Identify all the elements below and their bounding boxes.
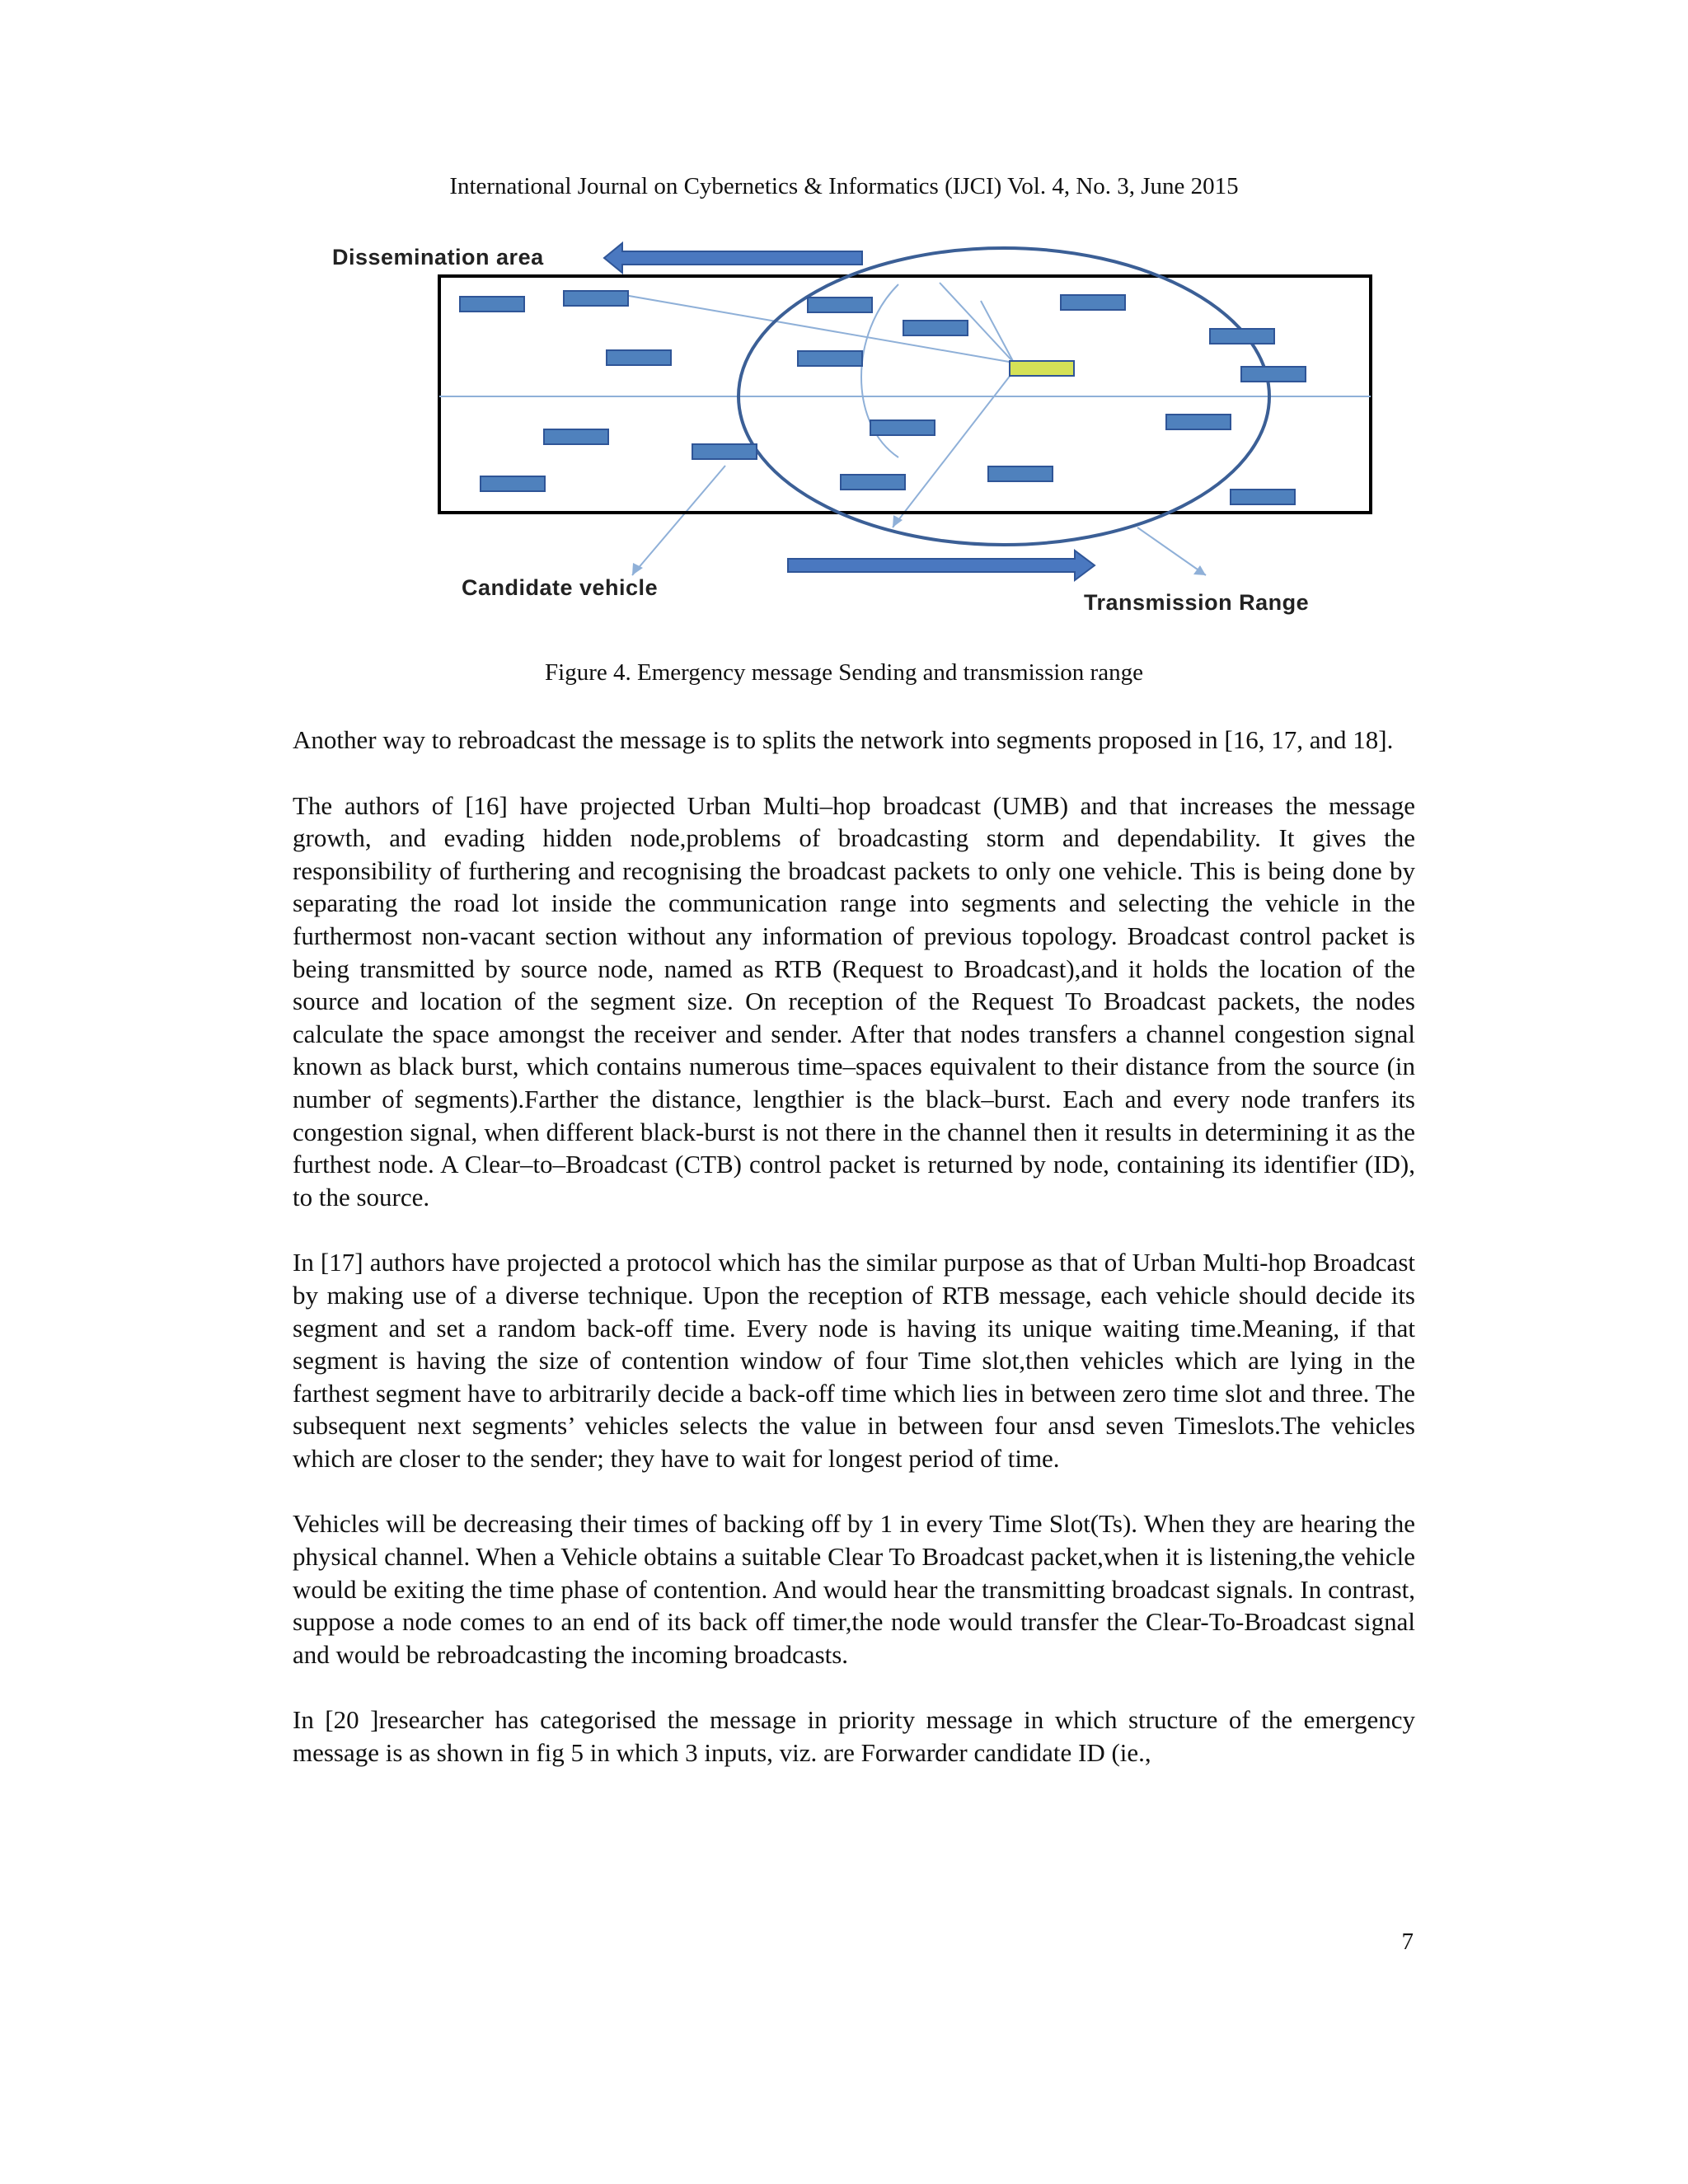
vehicle: [607, 350, 671, 365]
paragraph: Another way to rebroadcast the message is to splits the network into segments proposed in [16, 17, and 18].: [293, 725, 1394, 754]
page-number: 7: [1401, 1929, 1414, 1955]
paragraph: In [20 ]researcher has categorised the message in priority message in which structure of the emergency message is as shown in fig 5 in which 3 inputs, viz. are Forwarder candidate ID (ie.,: [293, 1705, 1415, 1768]
vehicle: [1231, 490, 1295, 504]
vehicle: [808, 298, 872, 312]
range-arrowhead: [1193, 565, 1206, 575]
vehicle: [564, 291, 628, 306]
transmission-range-label: Transmission Range: [1084, 590, 1310, 615]
paragraph: Vehicles will be decreasing their times of backing off by 1 in every Time Slot(Ts). When they are hearing the physical channel. When a Vehicle obtains a suitable Clear To Broadcast packet,when it is listening,the vehicle would be exiting the time phase of contention. And would hear the transmitting broadcast signals. In contrast, suppose a node comes to an end of its back off timer,the node would transfer the Clear-To-Broadcast signal and would be rebroadcasting the incoming broadcasts.: [293, 1509, 1415, 1669]
vehicle: [1166, 415, 1231, 429]
figure-4: [321, 235, 1393, 630]
transmission-range-diagram: [321, 235, 1393, 630]
vehicles: [460, 291, 1306, 504]
candidate-vehicle-label: Candidate vehicle: [462, 575, 659, 600]
figure-caption: Figure 4. Emergency message Sending and transmission range: [545, 659, 1143, 686]
vehicle: [870, 420, 935, 435]
vehicle: [903, 321, 968, 335]
candidate-pointer-line: [632, 466, 725, 575]
source-vehicle: [1010, 361, 1074, 376]
source-to-candidate-line: [893, 371, 1014, 527]
vehicle: [460, 297, 524, 312]
paragraph: In [17] authors have projected a protocol which has the similar purpose as that of Urban Multi-hop Broadcast by making use of a diverse technique. Upon the reception of RTB message, each vehicle should decide its segment and set a random back-off time. Every node is having its unique waiting time.Meaning, if that segment is having the size of contention window of four Time slot,then vehicles which are lying in the farthest segment have to arbitrarily decide a back-off time which lies in between zero time slot and three. The subsequent next segments’ vehicles selects the value in between four ansd seven Timeslots.The vehicles which are closer to the sender; they have to wait for longest period of time.: [293, 1248, 1415, 1473]
vehicle: [1061, 295, 1125, 310]
vehicle: [841, 475, 905, 490]
range-pointer-line: [1137, 527, 1206, 575]
body-text: [293, 724, 1415, 1802]
vehicle: [1241, 367, 1306, 382]
paragraph: The authors of [16] have projected Urban Multi–hop broadcast (UMB) and that increases the message growth, and evading hidden node,problems of broadcasting storm and dependability. It gives the responsibility of furthering and recognising the broadcast packets to only one vehicle. This is being done by separating the road lot inside the communication range into segments and selecting the vehicle in the furthermost non-vacant section without any information of previous topology. Broadcast control packet is being transmitted by source node, named as RTB (Request to Broadcast),and it holds the location of the source and location of the segment size. On reception of the Request To Broadcast packets, the nodes calculate the space amongst the receiver and sender. After that nodes transfers a channel congestion signal known as black burst, which contains numerous time–spaces equivalent to their distance from the source (in number of segments).Farther the distance, lengthier is the black–burst. Each and every node tranfers its congestion signal, when different black-burst is not there in the channel then it results in determining it as the furthest node. A Clear–to–Broadcast (CTB) control packet is returned by node, containing its identifier (ID), to the source.: [293, 790, 1415, 1212]
vehicle: [692, 444, 757, 459]
forward-direction-arrow: [788, 551, 1095, 580]
vehicle: [481, 476, 545, 491]
dissemination-area-label: Dissemination area: [332, 245, 544, 269]
vehicle: [988, 466, 1053, 481]
vehicle: [1210, 329, 1274, 344]
dissemination-arrow: [604, 243, 862, 273]
vehicle: [798, 351, 862, 366]
vehicle: [544, 429, 608, 444]
running-header: International Journal on Cybernetics & Informatics (IJCI) Vol. 4, No. 3, June 2015: [449, 173, 1239, 199]
